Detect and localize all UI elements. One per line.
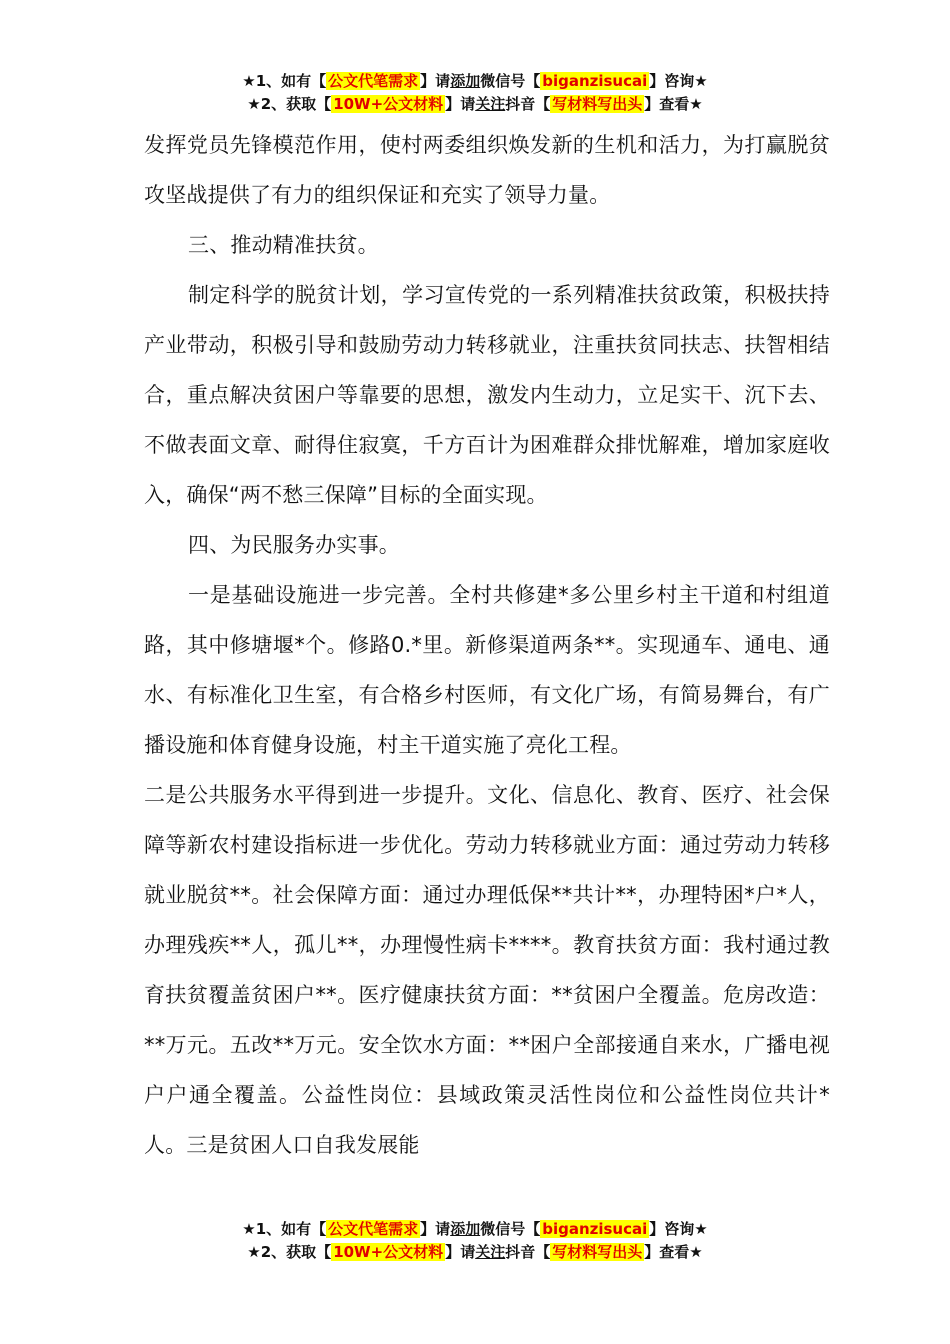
- section-heading-4: 四、为民服务办实事。: [188, 533, 400, 557]
- highlight-service: 公文代笔需求: [328, 1220, 419, 1238]
- highlight-wechat-id: biganzisucai: [542, 1220, 648, 1238]
- paragraph-1: 发挥党员先锋模范作用，使村两委组织焕发新的生机和活力，为打赢脱贫攻坚战提供了有力的组织保证和充实了领导力量。: [144, 133, 830, 207]
- highlight-materials: 10W+公文材料: [333, 1243, 444, 1261]
- paragraph-4: 二是公共服务水平得到进一步提升。文化、信息化、教育、医疗、社会保障等新农村建设指标进一步优化。劳动力转移就业方面：通过劳动力转移就业脱贫**。社会保障方面：通过办理低保**共计**，办理特困*户*人，办理残疾**人，孤儿**，办理慢性病卡****。教育扶贫方面：我村通过教育扶贫覆盖贫困户**。医疗健康扶贫方面：**贫困户全覆盖。危房改造：**万元。五改**万元。安全饮水方面：**困户全部接通自来水，广播电视户户通全覆盖。公益性岗位：县域政策灵活性岗位和公益性岗位共计*人。三是贫困人口自我发展能: [144, 783, 830, 1157]
- highlight-materials: 10W+公文材料: [333, 95, 444, 113]
- highlight-douyin-account: 写材料写出头: [552, 1243, 643, 1261]
- document-body: [144, 120, 830, 1170]
- banner-line-1: ★1、如有【 公文代笔需求 】请添加微信号【 biganzisucai 】咨询★: [242, 72, 708, 90]
- highlight-wechat-id: biganzisucai: [542, 72, 648, 90]
- banner-line-2: ★2、获取【 10W+公文材料 】请关注抖音【 写材料写出头 】查看★: [247, 1243, 703, 1261]
- highlight-douyin-account: 写材料写出头: [552, 95, 643, 113]
- highlight-service: 公文代笔需求: [328, 72, 419, 90]
- section-heading-3: 三、推动精准扶贫。: [188, 233, 379, 257]
- bottom-banner: [0, 1218, 950, 1264]
- top-banner: [0, 70, 950, 116]
- banner-line-1: ★1、如有【 公文代笔需求 】请添加微信号【 biganzisucai 】咨询★: [242, 1220, 708, 1238]
- banner-line-2: ★2、获取【 10W+公文材料 】请关注抖音【 写材料写出头 】查看★: [247, 95, 703, 113]
- paragraph-3: 一是基础设施进一步完善。全村共修建*多公里乡村主干道和村组道路，其中修塘堰*个。修路0.*里。新修渠道两条**。实现通车、通电、通水、有标准化卫生室，有合格乡村医师，有文化广场，有简易舞台，有广播设施和体育健身设施，村主干道实施了亮化工程。: [144, 583, 830, 757]
- paragraph-2: 制定科学的脱贫计划，学习宣传党的一系列精准扶贫政策，积极扶持产业带动，积极引导和鼓励劳动力转移就业，注重扶贫同扶志、扶智相结合，重点解决贫困户等靠要的思想，激发内生动力，立足实干、沉下去、不做表面文章、耐得住寂寞，千方百计为困难群众排忧解难，增加家庭收入，确保“两不愁三保障”目标的全面实现。: [144, 283, 830, 507]
